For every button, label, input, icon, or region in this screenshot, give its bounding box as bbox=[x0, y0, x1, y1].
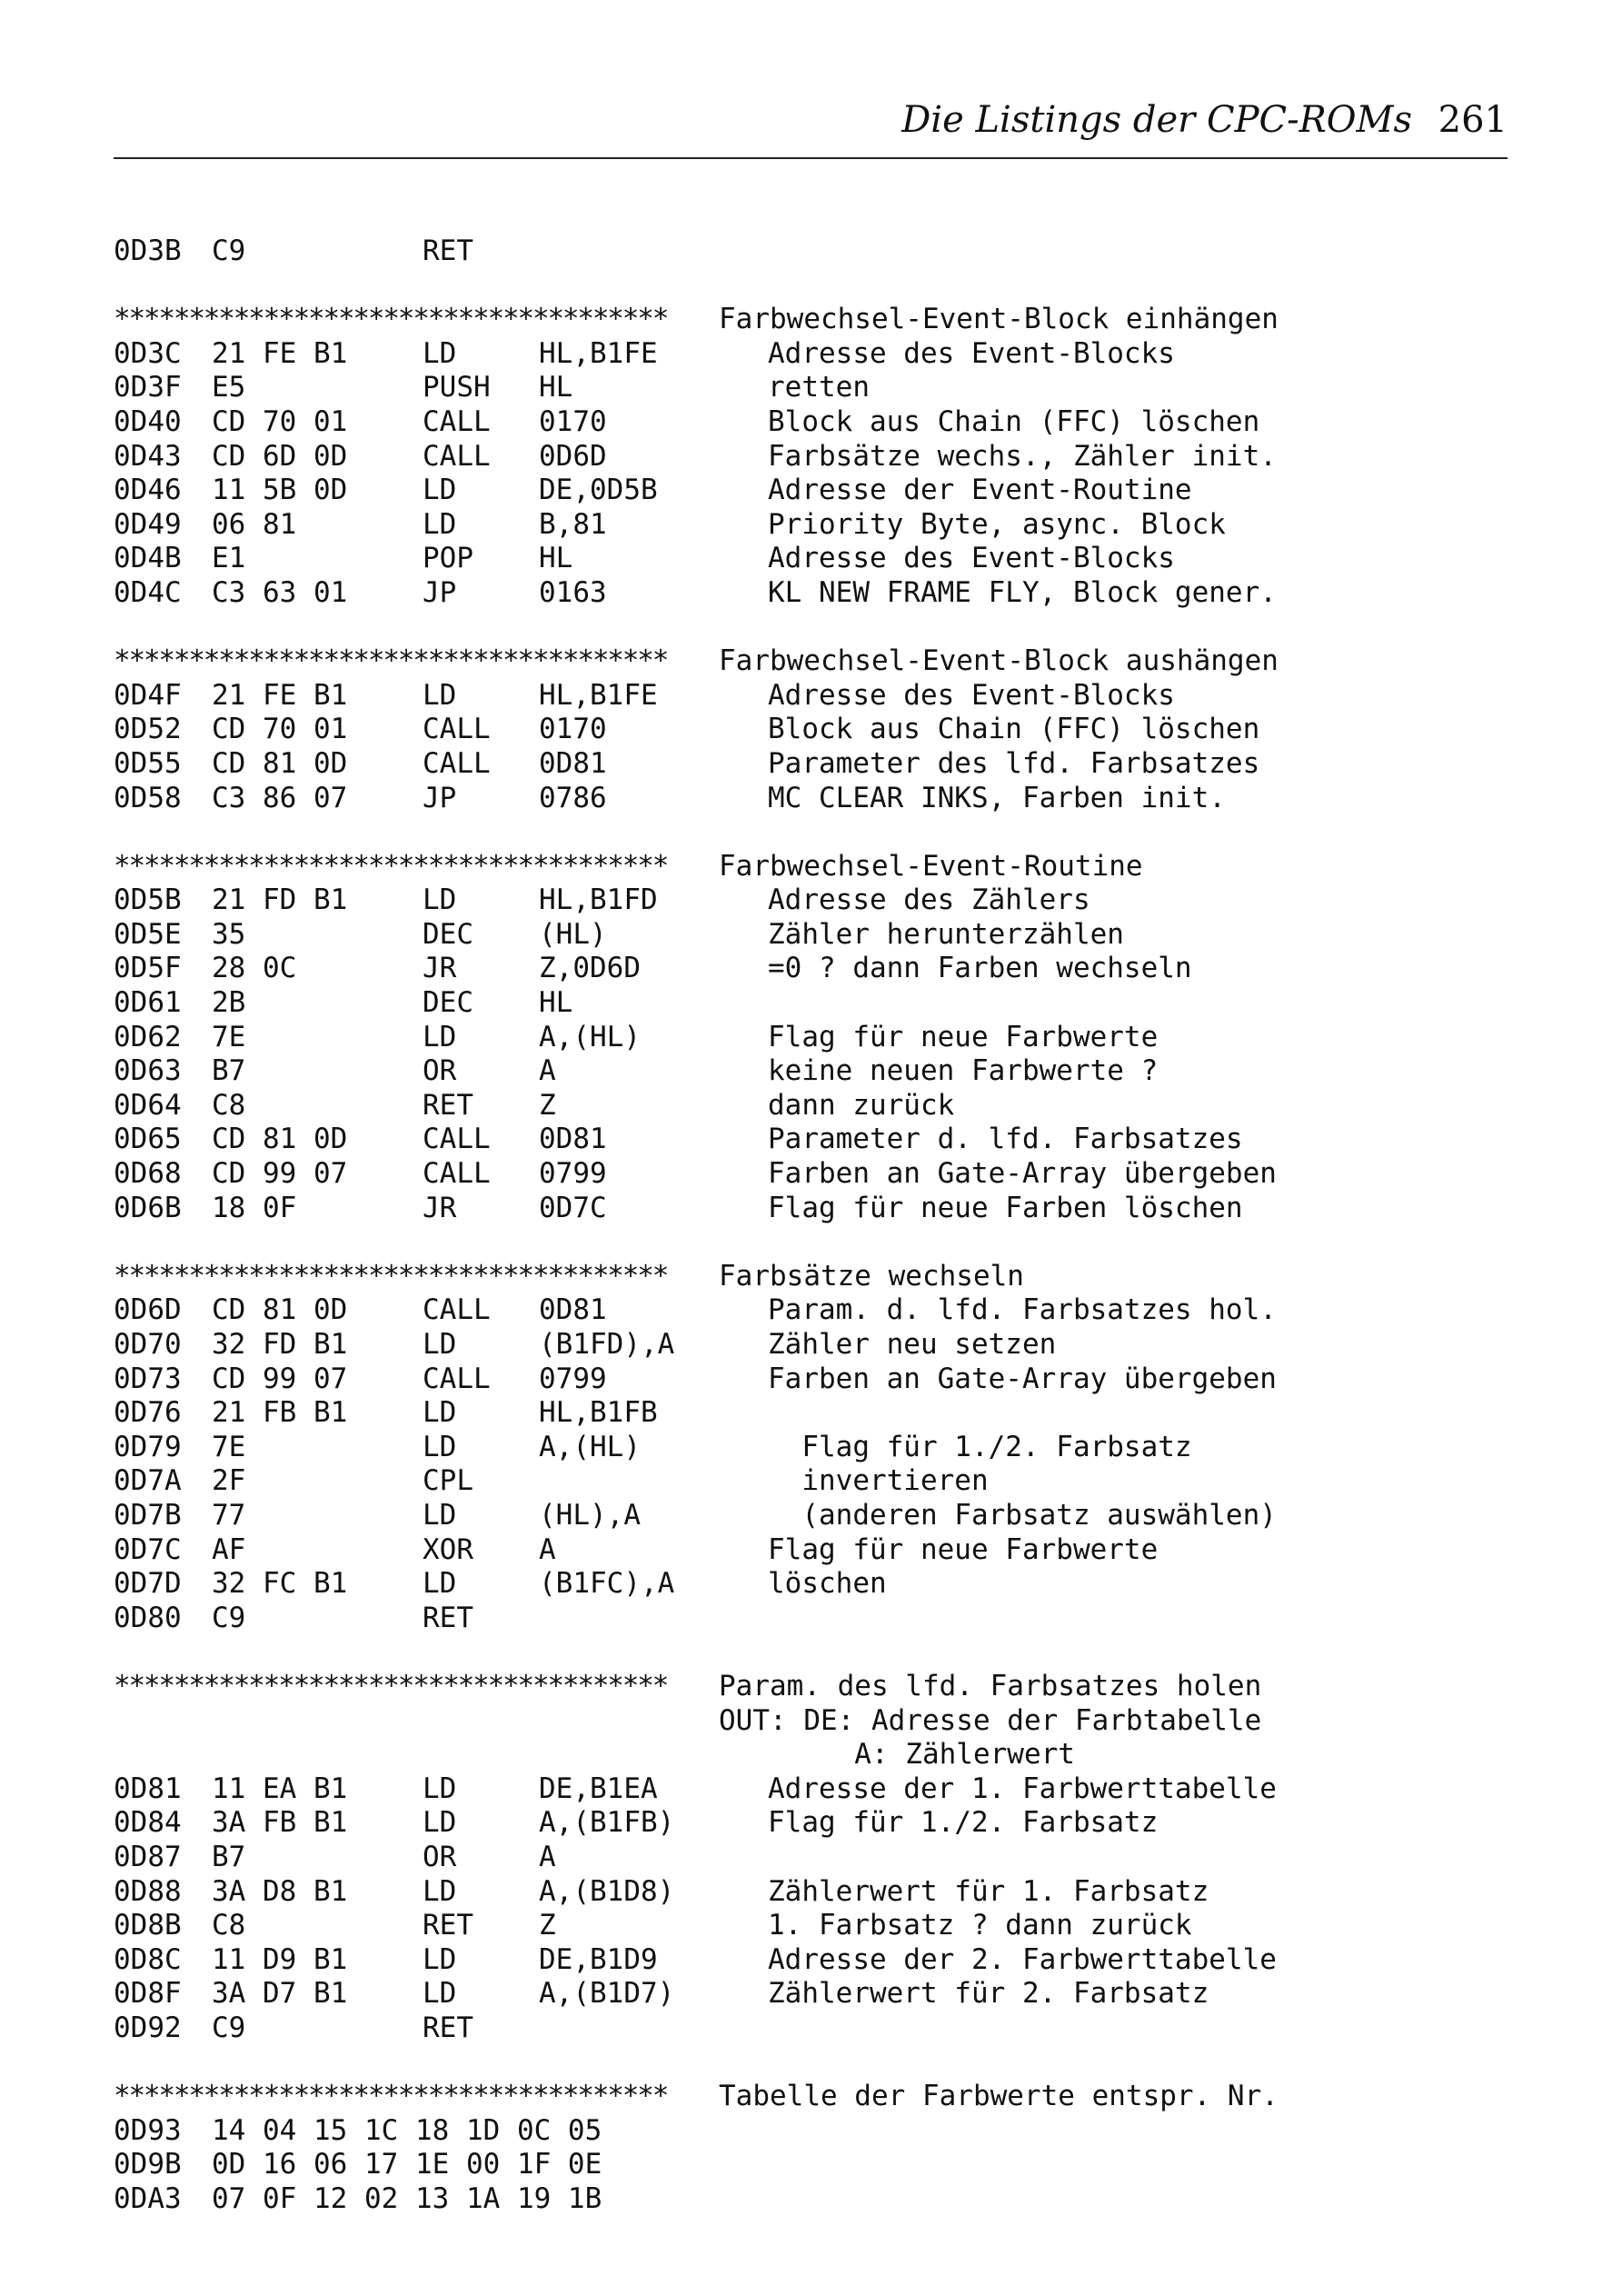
opcode-bytes: 11 D9 B1 bbox=[212, 1942, 348, 1976]
address: 0D93 bbox=[114, 2113, 182, 2147]
code-line bbox=[114, 918, 1531, 953]
opcode-bytes: 21 FB B1 bbox=[212, 1396, 348, 1430]
mnemonic: RET bbox=[423, 1088, 473, 1122]
code-line bbox=[114, 1054, 1531, 1089]
address: 0D61 bbox=[114, 986, 182, 1020]
comment: löschen bbox=[768, 1567, 887, 1601]
comment: Flag für neue Farben löschen bbox=[768, 1191, 1243, 1224]
address: 0D55 bbox=[114, 746, 182, 780]
header-title: Die Listings der CPC-ROMs bbox=[901, 99, 1412, 141]
blank-line bbox=[114, 2045, 1531, 2080]
section-header bbox=[114, 303, 1531, 337]
section-note-text: OUT: DE: Adresse der Farbtabelle bbox=[719, 1703, 1262, 1737]
opcode-bytes: 21 FD B1 bbox=[212, 883, 348, 917]
address: 0D58 bbox=[114, 781, 182, 814]
operand: Z bbox=[539, 1088, 556, 1122]
comment: MC CLEAR INKS, Farben init. bbox=[768, 781, 1226, 814]
separator-stars: ************************************* bbox=[114, 849, 668, 883]
operand: 0D81 bbox=[539, 746, 607, 780]
operand: HL bbox=[539, 542, 573, 575]
opcode-bytes: 2F bbox=[212, 1464, 246, 1498]
address: 0D92 bbox=[114, 2011, 182, 2044]
opcode-bytes: B7 bbox=[212, 1840, 246, 1873]
code-line bbox=[114, 1533, 1531, 1568]
code-line bbox=[114, 1909, 1531, 1943]
code-line bbox=[114, 782, 1531, 816]
section-note-text: A: Zählerwert bbox=[719, 1738, 1075, 1772]
opcode-bytes: CD 81 0D bbox=[212, 1293, 348, 1327]
comment: =0 ? dann Farben wechseln bbox=[768, 952, 1192, 985]
comment: Block aus Chain (FFC) löschen bbox=[768, 404, 1260, 438]
comment: Adresse des Zählers bbox=[768, 883, 1090, 917]
comment: KL NEW FRAME FLY, Block gener. bbox=[768, 575, 1277, 609]
address: 0D4F bbox=[114, 678, 182, 712]
section-header bbox=[114, 644, 1531, 679]
code-line bbox=[114, 1431, 1531, 1465]
mnemonic: CALL bbox=[423, 1362, 491, 1395]
address: 0D84 bbox=[114, 1806, 182, 1840]
opcode-bytes: CD 81 0D bbox=[212, 746, 348, 780]
code-line bbox=[114, 542, 1531, 576]
address: 0D76 bbox=[114, 1396, 182, 1430]
operand: Z bbox=[539, 1909, 556, 1942]
comment: Parameter d. lfd. Farbsatzes bbox=[768, 1123, 1243, 1156]
operand: 0786 bbox=[539, 781, 607, 814]
page-header bbox=[114, 95, 1508, 159]
mnemonic: CALL bbox=[423, 746, 491, 780]
section-title: Param. des lfd. Farbsatzes holen bbox=[719, 1669, 1262, 1702]
separator-stars: ************************************* bbox=[114, 303, 668, 336]
address: 0D4C bbox=[114, 575, 182, 609]
comment: Param. d. lfd. Farbsatzes hol. bbox=[768, 1293, 1277, 1327]
mnemonic: LD bbox=[423, 1806, 457, 1840]
address: 0D7D bbox=[114, 1567, 182, 1601]
address: 0D43 bbox=[114, 439, 182, 473]
opcode-bytes: 11 5B 0D bbox=[212, 474, 348, 507]
opcode-bytes: E5 bbox=[212, 371, 246, 404]
comment: Adresse des Event-Blocks bbox=[768, 678, 1175, 712]
opcode-bytes: C3 63 01 bbox=[212, 575, 348, 609]
mnemonic: OR bbox=[423, 1054, 457, 1088]
mnemonic: CALL bbox=[423, 439, 491, 473]
address: 0D62 bbox=[114, 1020, 182, 1053]
code-line bbox=[114, 1293, 1531, 1328]
mnemonic: LD bbox=[423, 474, 457, 507]
section-title: Farbwechsel-Event-Block aushängen bbox=[719, 644, 1279, 678]
mnemonic: CALL bbox=[423, 1293, 491, 1327]
code-line bbox=[114, 1806, 1531, 1841]
address: 0D7B bbox=[114, 1498, 182, 1532]
operand: 0170 bbox=[539, 404, 607, 438]
section-note bbox=[114, 1704, 1531, 1739]
opcode-bytes: CD 99 07 bbox=[212, 1362, 348, 1395]
address: 0D79 bbox=[114, 1430, 182, 1463]
code-line bbox=[114, 235, 1531, 269]
mnemonic: JP bbox=[423, 575, 457, 609]
address: 0D9B bbox=[114, 2148, 182, 2181]
opcode-bytes: 7E bbox=[212, 1430, 246, 1463]
section-title: Farbsätze wechseln bbox=[719, 1259, 1024, 1293]
comment: Parameter des lfd. Farbsatzes bbox=[768, 746, 1260, 780]
address: 0D7A bbox=[114, 1464, 182, 1498]
operand: 0D6D bbox=[539, 439, 607, 473]
operand: A,(B1D8) bbox=[539, 1874, 675, 1908]
operand: HL,B1FB bbox=[539, 1396, 658, 1430]
mnemonic: LD bbox=[423, 336, 457, 370]
section-note bbox=[114, 1738, 1531, 1772]
address: 0D88 bbox=[114, 1874, 182, 1908]
section-title: Tabelle der Farbwerte entspr. Nr. bbox=[719, 2080, 1279, 2113]
opcode-bytes: 06 81 bbox=[212, 507, 297, 541]
code-line bbox=[114, 986, 1531, 1021]
mnemonic: CALL bbox=[423, 1157, 491, 1191]
mnemonic: JR bbox=[423, 1191, 457, 1224]
address: 0D52 bbox=[114, 713, 182, 746]
address: 0D8B bbox=[114, 1909, 182, 1942]
code-line bbox=[114, 1602, 1531, 1636]
code-line bbox=[114, 713, 1531, 747]
section-header bbox=[114, 1670, 1531, 1704]
opcode-bytes: C8 bbox=[212, 1088, 246, 1122]
comment: Zählerwert für 1. Farbsatz bbox=[768, 1874, 1209, 1908]
operand: HL bbox=[539, 986, 573, 1020]
separator-stars: ************************************* bbox=[114, 644, 668, 678]
mnemonic: RET bbox=[423, 235, 473, 267]
mnemonic: PUSH bbox=[423, 371, 491, 404]
blank-line bbox=[114, 1635, 1531, 1670]
assembly-listing bbox=[114, 235, 1531, 2216]
page-number: 261 bbox=[1438, 99, 1508, 141]
operand: (B1FC),A bbox=[539, 1567, 675, 1601]
opcode-bytes: 28 0C bbox=[212, 952, 297, 985]
address: 0D6D bbox=[114, 1293, 182, 1327]
mnemonic: LD bbox=[423, 1772, 457, 1805]
comment: dann zurück bbox=[768, 1088, 955, 1122]
section-header bbox=[114, 1260, 1531, 1294]
operand: HL,B1FD bbox=[539, 883, 658, 917]
operand: (HL),A bbox=[539, 1498, 641, 1532]
code-line bbox=[114, 371, 1531, 405]
section-title: Farbwechsel-Event-Block einhängen bbox=[719, 303, 1279, 336]
address: 0D3B bbox=[114, 235, 182, 267]
operand: DE,B1D9 bbox=[539, 1942, 658, 1976]
section-header bbox=[114, 2080, 1531, 2114]
mnemonic: XOR bbox=[423, 1532, 473, 1566]
address: 0D73 bbox=[114, 1362, 182, 1395]
code-line bbox=[114, 1567, 1531, 1602]
address: 0D5E bbox=[114, 917, 182, 951]
opcode-bytes: CD 81 0D bbox=[212, 1123, 348, 1156]
code-line bbox=[114, 2114, 1531, 2149]
code-line bbox=[114, 2148, 1531, 2182]
opcode-bytes: 3A D7 B1 bbox=[212, 1977, 348, 2011]
opcode-bytes: CD 99 07 bbox=[212, 1157, 348, 1191]
comment: Adresse der 2. Farbwerttabelle bbox=[768, 1942, 1277, 1976]
mnemonic: LD bbox=[423, 1567, 457, 1601]
code-line bbox=[114, 405, 1531, 440]
operand: B,81 bbox=[539, 507, 607, 541]
comment: Farbsätze wechs., Zähler init. bbox=[768, 439, 1277, 473]
operand: 0170 bbox=[539, 713, 607, 746]
code-line bbox=[114, 1089, 1531, 1123]
operand: A bbox=[539, 1532, 556, 1566]
opcode-bytes: 07 0F 12 02 13 1A 19 1B bbox=[212, 2181, 602, 2215]
code-line bbox=[114, 952, 1531, 986]
address: 0D5B bbox=[114, 883, 182, 917]
blank-line bbox=[114, 611, 1531, 645]
operand: A,(HL) bbox=[539, 1020, 641, 1053]
code-line bbox=[114, 1977, 1531, 2011]
code-line bbox=[114, 508, 1531, 543]
code-line bbox=[114, 1396, 1531, 1431]
section-header bbox=[114, 850, 1531, 884]
mnemonic: LD bbox=[423, 1498, 457, 1532]
blank-line bbox=[114, 815, 1531, 850]
opcode-bytes: 18 0F bbox=[212, 1191, 297, 1224]
code-line bbox=[114, 883, 1531, 918]
code-line bbox=[114, 1123, 1531, 1157]
opcode-bytes: 2B bbox=[212, 986, 246, 1020]
code-line bbox=[114, 1943, 1531, 1978]
mnemonic: LD bbox=[423, 678, 457, 712]
comment: invertieren bbox=[768, 1464, 989, 1498]
address: 0DA3 bbox=[114, 2181, 182, 2215]
blank-line bbox=[114, 269, 1531, 304]
code-line bbox=[114, 1464, 1531, 1499]
opcode-bytes: 77 bbox=[212, 1498, 246, 1532]
opcode-bytes: CD 6D 0D bbox=[212, 439, 348, 473]
comment: Farben an Gate-Array übergeben bbox=[768, 1157, 1277, 1191]
mnemonic: LD bbox=[423, 507, 457, 541]
code-line bbox=[114, 1499, 1531, 1533]
opcode-bytes: AF bbox=[212, 1532, 246, 1566]
opcode-bytes: C8 bbox=[212, 1909, 246, 1942]
operand: 0163 bbox=[539, 575, 607, 609]
opcode-bytes: 3A D8 B1 bbox=[212, 1874, 348, 1908]
address: 0D4B bbox=[114, 542, 182, 575]
address: 0D8F bbox=[114, 1977, 182, 2011]
code-line bbox=[114, 337, 1531, 372]
address: 0D7C bbox=[114, 1532, 182, 1566]
comment: Flag für neue Farbwerte bbox=[768, 1532, 1159, 1566]
address: 0D3F bbox=[114, 371, 182, 404]
comment: Flag für 1./2. Farbsatz bbox=[768, 1430, 1192, 1463]
comment: Adresse des Event-Blocks bbox=[768, 336, 1175, 370]
code-line bbox=[114, 1772, 1531, 1807]
opcode-bytes: C9 bbox=[212, 1601, 246, 1634]
operand: A bbox=[539, 1840, 556, 1873]
mnemonic: LD bbox=[423, 1942, 457, 1976]
code-line bbox=[114, 1021, 1531, 1055]
mnemonic: RET bbox=[423, 2011, 473, 2044]
opcode-bytes: C9 bbox=[212, 235, 246, 267]
mnemonic: LD bbox=[423, 1396, 457, 1430]
operand: A,(B1FB) bbox=[539, 1806, 675, 1840]
section-title: Farbwechsel-Event-Routine bbox=[719, 849, 1143, 883]
code-line bbox=[114, 2011, 1531, 2046]
code-line bbox=[114, 1363, 1531, 1397]
comment: Adresse der 1. Farbwerttabelle bbox=[768, 1772, 1277, 1805]
code-line bbox=[114, 1192, 1531, 1226]
comment: Zähler herunterzählen bbox=[768, 917, 1124, 951]
opcode-bytes: B7 bbox=[212, 1054, 246, 1088]
address: 0D8C bbox=[114, 1942, 182, 1976]
opcode-bytes: 32 FC B1 bbox=[212, 1567, 348, 1601]
separator-stars: ************************************* bbox=[114, 2080, 668, 2113]
operand: (HL) bbox=[539, 917, 607, 951]
mnemonic: CALL bbox=[423, 713, 491, 746]
comment: keine neuen Farbwerte ? bbox=[768, 1054, 1159, 1088]
mnemonic: LD bbox=[423, 1328, 457, 1361]
opcode-bytes: C9 bbox=[212, 2011, 246, 2044]
mnemonic: LD bbox=[423, 1430, 457, 1463]
address: 0D68 bbox=[114, 1157, 182, 1191]
code-line bbox=[114, 1157, 1531, 1192]
comment: 1. Farbsatz ? dann zurück bbox=[768, 1909, 1192, 1942]
code-line bbox=[114, 1328, 1531, 1363]
mnemonic: RET bbox=[423, 1601, 473, 1634]
separator-stars: ************************************* bbox=[114, 1259, 668, 1293]
address: 0D5F bbox=[114, 952, 182, 985]
operand: (B1FD),A bbox=[539, 1328, 675, 1361]
opcode-bytes: 14 04 15 1C 18 1D 0C 05 bbox=[212, 2113, 602, 2147]
mnemonic: JP bbox=[423, 781, 457, 814]
operand: 0799 bbox=[539, 1362, 607, 1395]
address: 0D65 bbox=[114, 1123, 182, 1156]
mnemonic: CALL bbox=[423, 404, 491, 438]
comment: Priority Byte, async. Block bbox=[768, 507, 1226, 541]
address: 0D81 bbox=[114, 1772, 182, 1805]
comment: Adresse der Event-Routine bbox=[768, 474, 1192, 507]
code-line bbox=[114, 1841, 1531, 1875]
code-line bbox=[114, 1875, 1531, 1910]
operand: DE,B1EA bbox=[539, 1772, 658, 1805]
code-line bbox=[114, 747, 1531, 782]
code-line bbox=[114, 679, 1531, 714]
comment: Flag für 1./2. Farbsatz bbox=[768, 1806, 1159, 1840]
opcode-bytes: CD 70 01 bbox=[212, 713, 348, 746]
mnemonic: CPL bbox=[423, 1464, 473, 1498]
opcode-bytes: 0D 16 06 17 1E 00 1F 0E bbox=[212, 2148, 602, 2181]
address: 0D49 bbox=[114, 507, 182, 541]
code-line bbox=[114, 2182, 1531, 2217]
address: 0D64 bbox=[114, 1088, 182, 1122]
code-line bbox=[114, 474, 1531, 508]
opcode-bytes: CD 70 01 bbox=[212, 404, 348, 438]
operand: Z,0D6D bbox=[539, 952, 641, 985]
blank-line bbox=[114, 1225, 1531, 1260]
mnemonic: CALL bbox=[423, 1123, 491, 1156]
code-line bbox=[114, 440, 1531, 474]
opcode-bytes: 7E bbox=[212, 1020, 246, 1053]
operand: 0D81 bbox=[539, 1293, 607, 1327]
comment: Adresse des Event-Blocks bbox=[768, 542, 1175, 575]
mnemonic: LD bbox=[423, 883, 457, 917]
opcode-bytes: 11 EA B1 bbox=[212, 1772, 348, 1805]
comment: Zähler neu setzen bbox=[768, 1328, 1057, 1361]
address: 0D63 bbox=[114, 1054, 182, 1088]
opcode-bytes: 35 bbox=[212, 917, 246, 951]
comment: (anderen Farbsatz auswählen) bbox=[768, 1498, 1277, 1532]
opcode-bytes: 21 FE B1 bbox=[212, 678, 348, 712]
address: 0D40 bbox=[114, 404, 182, 438]
address: 0D46 bbox=[114, 474, 182, 507]
comment: Flag für neue Farbwerte bbox=[768, 1020, 1159, 1053]
mnemonic: DEC bbox=[423, 917, 473, 951]
mnemonic: RET bbox=[423, 1909, 473, 1942]
mnemonic: OR bbox=[423, 1840, 457, 1873]
operand: 0D7C bbox=[539, 1191, 607, 1224]
operand: HL,B1FE bbox=[539, 336, 658, 370]
operand: A,(B1D7) bbox=[539, 1977, 675, 2011]
operand: HL bbox=[539, 371, 573, 404]
opcode-bytes: E1 bbox=[212, 542, 246, 575]
address: 0D3C bbox=[114, 336, 182, 370]
address: 0D87 bbox=[114, 1840, 182, 1873]
comment: retten bbox=[768, 371, 870, 404]
comment: Farben an Gate-Array übergeben bbox=[768, 1362, 1277, 1395]
address: 0D6B bbox=[114, 1191, 182, 1224]
operand: A bbox=[539, 1054, 556, 1088]
comment: Zählerwert für 2. Farbsatz bbox=[768, 1977, 1209, 2011]
address: 0D80 bbox=[114, 1601, 182, 1634]
separator-stars: ************************************* bbox=[114, 1669, 668, 1702]
operand: DE,0D5B bbox=[539, 474, 658, 507]
mnemonic: LD bbox=[423, 1977, 457, 2011]
mnemonic: LD bbox=[423, 1874, 457, 1908]
operand: A,(HL) bbox=[539, 1430, 641, 1463]
address: 0D70 bbox=[114, 1328, 182, 1361]
mnemonic: JR bbox=[423, 952, 457, 985]
operand: HL,B1FE bbox=[539, 678, 658, 712]
opcode-bytes: 3A FB B1 bbox=[212, 1806, 348, 1840]
opcode-bytes: 21 FE B1 bbox=[212, 336, 348, 370]
opcode-bytes: 32 FD B1 bbox=[212, 1328, 348, 1361]
operand: 0D81 bbox=[539, 1123, 607, 1156]
code-line bbox=[114, 576, 1531, 611]
comment: Block aus Chain (FFC) löschen bbox=[768, 713, 1260, 746]
operand: 0799 bbox=[539, 1157, 607, 1191]
opcode-bytes: C3 86 07 bbox=[212, 781, 348, 814]
mnemonic: DEC bbox=[423, 986, 473, 1020]
mnemonic: POP bbox=[423, 542, 473, 575]
mnemonic: LD bbox=[423, 1020, 457, 1053]
